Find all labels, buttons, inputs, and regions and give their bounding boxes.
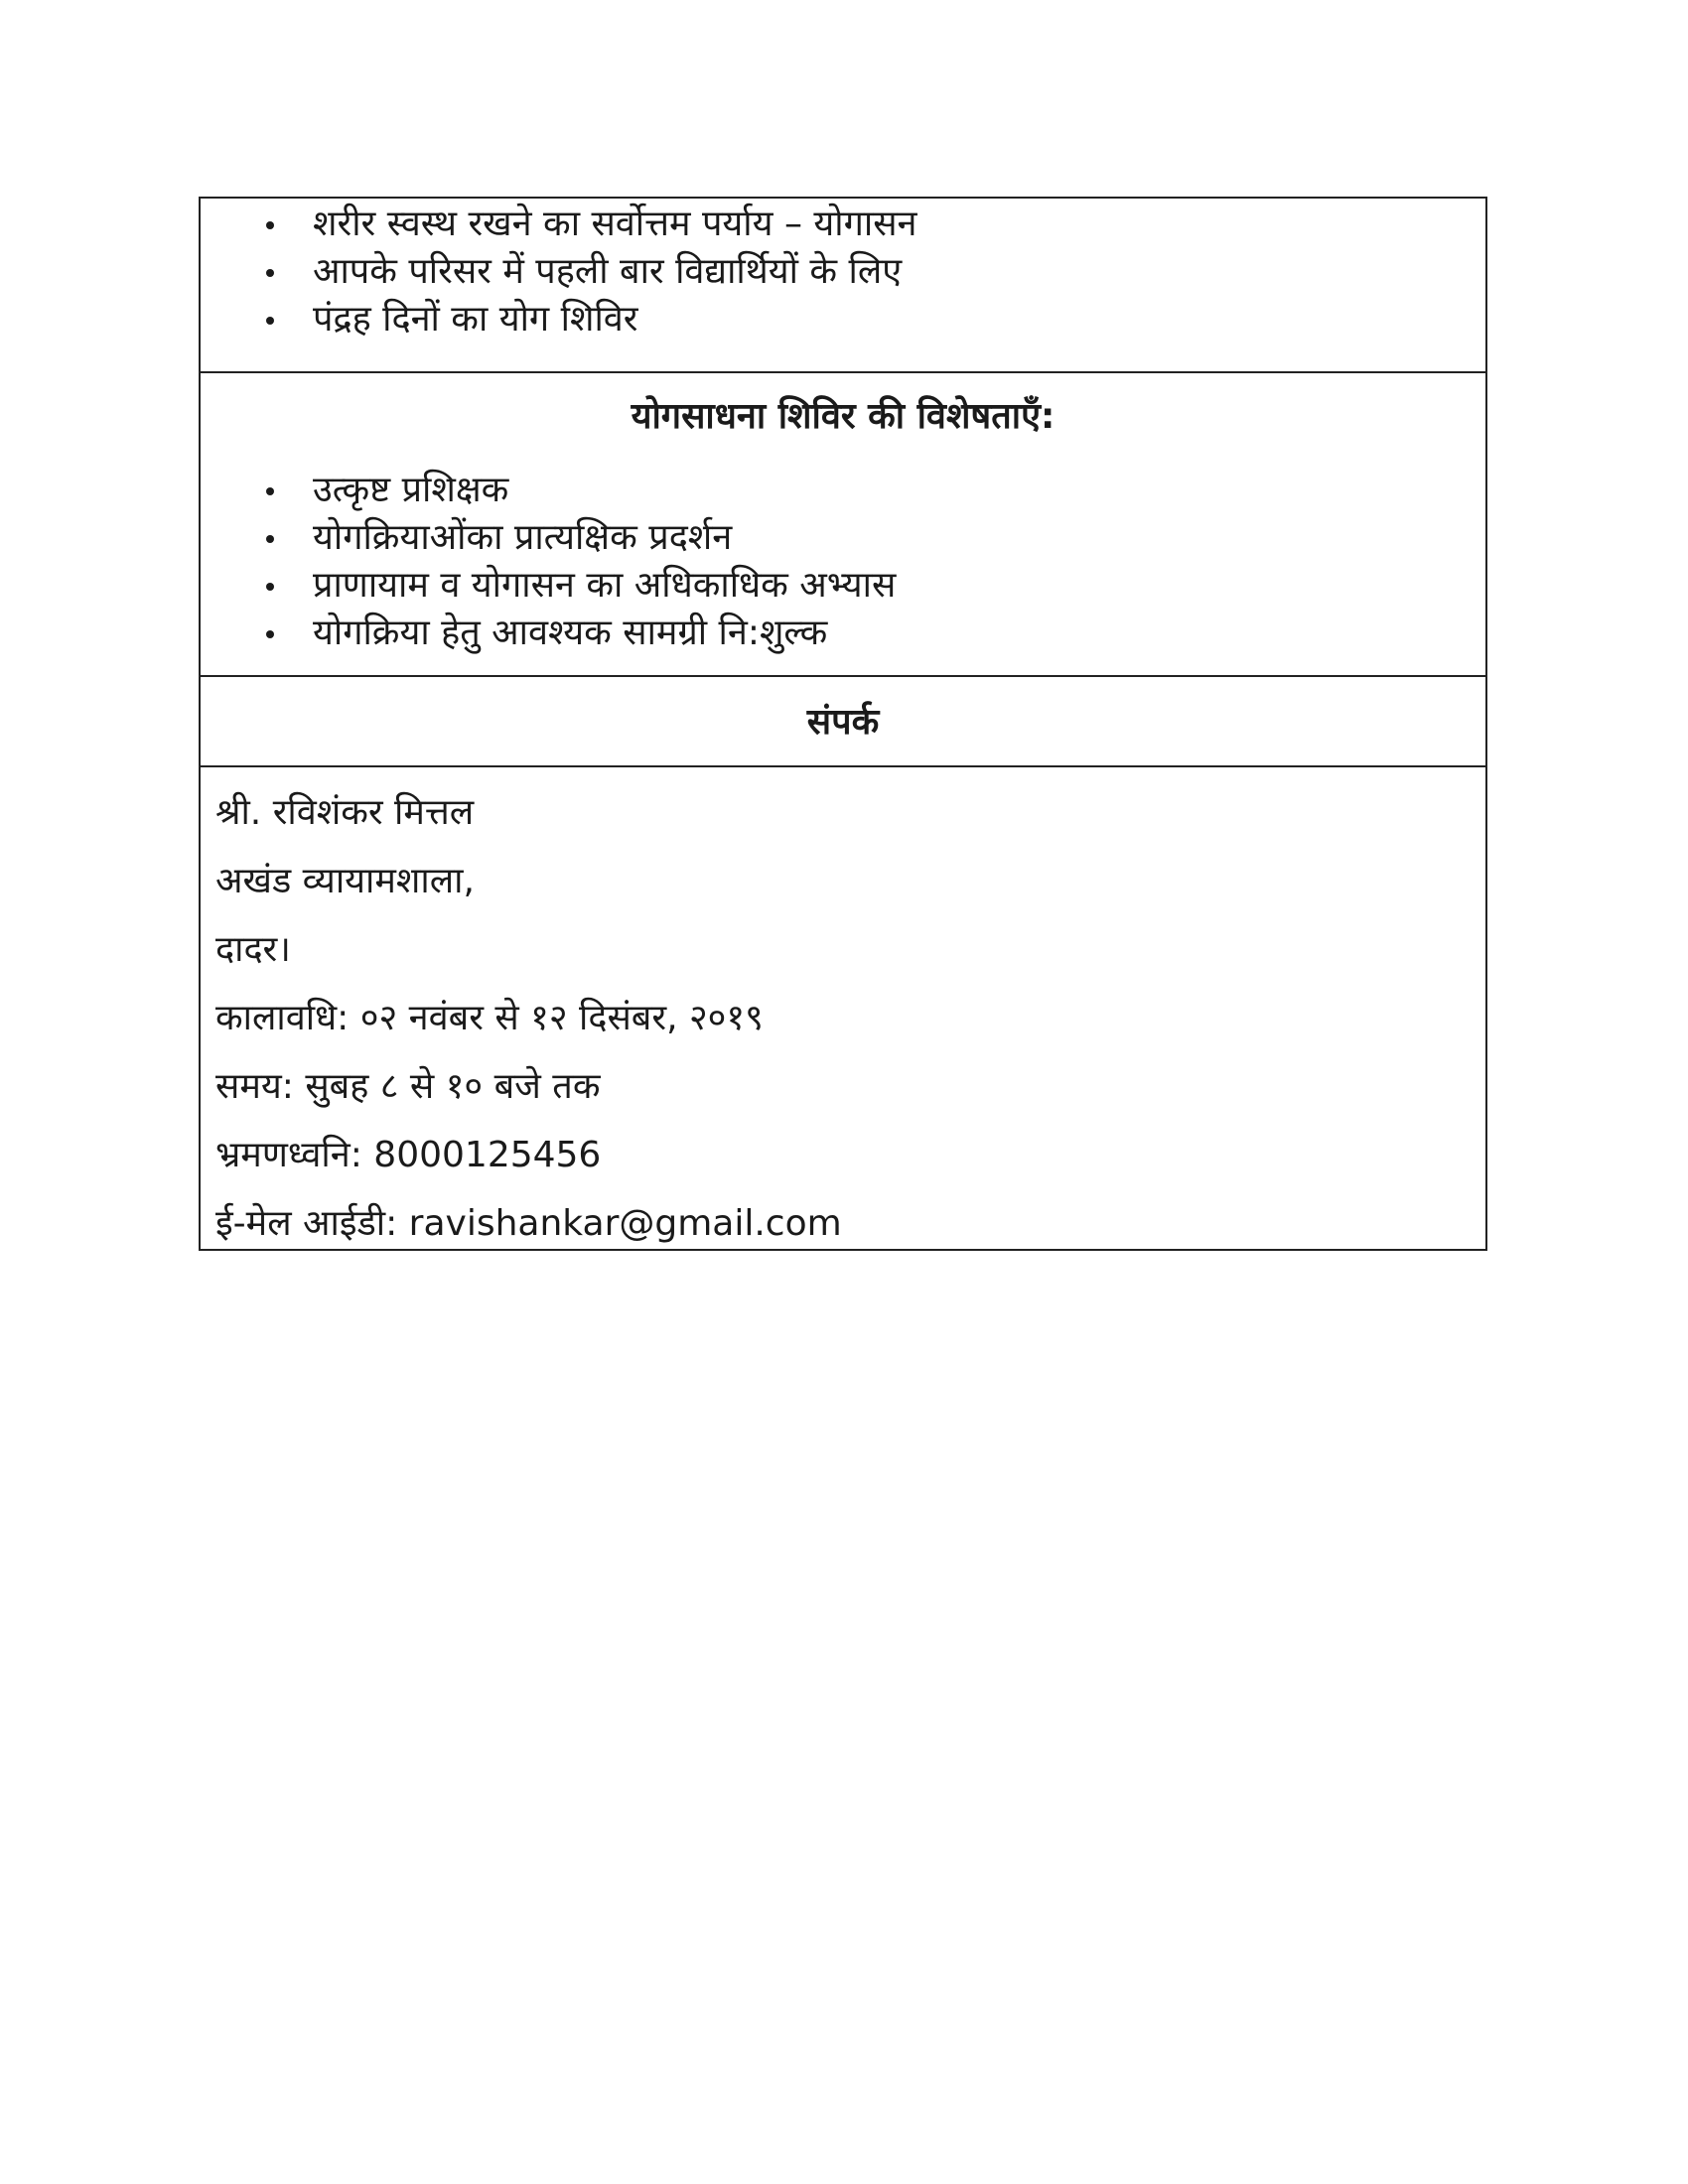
bullet-icon bbox=[266, 535, 274, 543]
bullet-icon bbox=[266, 630, 274, 638]
notice-table bbox=[199, 197, 1487, 1251]
contact-location: दादर। bbox=[215, 929, 291, 970]
list-item bbox=[201, 201, 1485, 248]
features-bullet-list bbox=[201, 467, 1485, 657]
list-item bbox=[201, 610, 1485, 657]
bullet-icon bbox=[266, 317, 274, 325]
list-item-text: योगक्रियाओंका प्रात्यक्षिक प्रदर्शन bbox=[313, 517, 733, 558]
features-heading: योगसाधना शिविर की विशेषताएँ: bbox=[631, 396, 1055, 437]
intro-section bbox=[201, 199, 1485, 373]
bullet-icon bbox=[266, 583, 274, 591]
contact-name: श्री. रविशंकर मित्तल bbox=[215, 792, 475, 833]
list-item-text: प्राणायाम व योगासन का अधिकाधिक अभ्यास bbox=[313, 565, 897, 606]
contact-email: ई-मेल आईडी: ravishankar@gmail.com bbox=[215, 1203, 842, 1244]
list-item bbox=[201, 467, 1485, 514]
list-item bbox=[201, 296, 1485, 343]
contact-details bbox=[201, 767, 1485, 1267]
contact-organization: अखंड व्यायामशाला, bbox=[215, 861, 475, 901]
contact-section bbox=[201, 767, 1485, 1249]
list-item-text: योगक्रिया हेतु आवश्यक सामग्री नि:शुल्क bbox=[313, 613, 828, 653]
contact-timing: समय: सुबह ८ से १० बजे तक bbox=[215, 1066, 601, 1107]
bullet-icon bbox=[266, 269, 274, 277]
bullet-icon bbox=[266, 221, 274, 229]
contact-phone: भ्रमणध्वनि: 8000125456 bbox=[215, 1135, 602, 1175]
list-item-text: आपके परिसर में पहली बार विद्यार्थियों के लिए bbox=[313, 251, 903, 292]
list-item bbox=[201, 562, 1485, 610]
intro-bullet-list bbox=[201, 201, 1485, 343]
contact-duration: कालावधि: ०२ नवंबर से १२ दिसंबर, २०१९ bbox=[215, 998, 764, 1038]
features-section bbox=[201, 391, 1485, 677]
list-item bbox=[201, 514, 1485, 562]
bullet-icon bbox=[266, 487, 274, 495]
contact-heading: संपर्क bbox=[806, 702, 880, 743]
contact-heading-section bbox=[201, 677, 1485, 767]
list-item-text: उत्कृष्ट प्रशिक्षक bbox=[313, 470, 509, 510]
list-item-text: शरीर स्वस्थ रखने का सर्वोत्तम पर्याय – योगासन bbox=[313, 204, 917, 244]
list-item bbox=[201, 248, 1485, 296]
list-item-text: पंद्रह दिनों का योग शिविर bbox=[313, 299, 638, 340]
